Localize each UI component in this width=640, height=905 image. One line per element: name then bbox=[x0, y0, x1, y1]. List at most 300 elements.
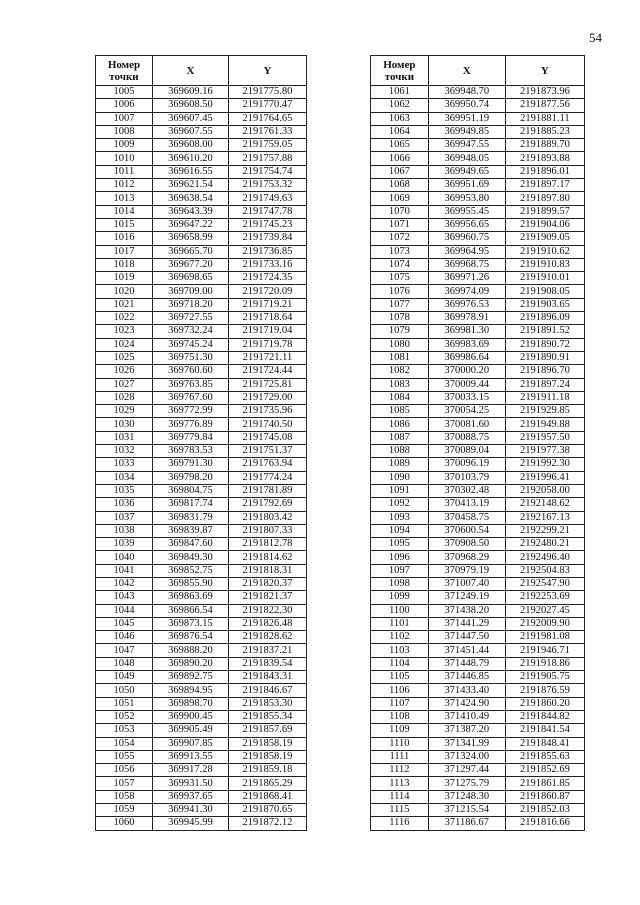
table-row bbox=[371, 192, 585, 205]
table-row bbox=[371, 617, 585, 630]
y-cell: 2191897.24 bbox=[505, 378, 584, 391]
y-cell: 2191904.06 bbox=[505, 218, 584, 231]
point-number-cell: 1020 bbox=[96, 285, 153, 298]
y-cell: 2191918.86 bbox=[505, 657, 584, 670]
x-cell: 369621.54 bbox=[152, 179, 228, 192]
y-cell: 2191747.78 bbox=[228, 205, 306, 218]
table-row bbox=[371, 338, 585, 351]
y-cell: 2192027.45 bbox=[505, 604, 584, 617]
y-cell: 2191807.33 bbox=[228, 524, 306, 537]
y-cell: 2191764.65 bbox=[228, 112, 306, 125]
point-number-cell: 1108 bbox=[371, 710, 429, 723]
point-number-cell: 1037 bbox=[96, 511, 153, 524]
x-cell: 369852.75 bbox=[152, 564, 228, 577]
table-row bbox=[371, 577, 585, 590]
point-number-cell: 1069 bbox=[371, 192, 429, 205]
table-row bbox=[371, 431, 585, 444]
x-cell: 369609.16 bbox=[152, 86, 228, 99]
x-cell: 369760.60 bbox=[152, 365, 228, 378]
table-row bbox=[96, 764, 307, 777]
y-cell: 2191812.78 bbox=[228, 538, 306, 551]
y-cell: 2191872.12 bbox=[228, 817, 306, 830]
y-cell: 2191720.09 bbox=[228, 285, 306, 298]
x-cell: 371007.40 bbox=[428, 577, 505, 590]
point-number-cell: 1047 bbox=[96, 644, 153, 657]
table-row bbox=[371, 631, 585, 644]
y-cell: 2191855.34 bbox=[228, 710, 306, 723]
table-row bbox=[96, 351, 307, 364]
table-row bbox=[371, 511, 585, 524]
point-number-cell: 1013 bbox=[96, 192, 153, 205]
x-cell: 371248.30 bbox=[428, 790, 505, 803]
point-number-cell: 1078 bbox=[371, 312, 429, 325]
x-cell: 370413.19 bbox=[428, 498, 505, 511]
point-number-cell: 1074 bbox=[371, 258, 429, 271]
y-cell: 2191837.21 bbox=[228, 644, 306, 657]
x-cell: 370000.20 bbox=[428, 365, 505, 378]
table-row bbox=[96, 724, 307, 737]
header-y: Y bbox=[228, 56, 306, 86]
point-number-cell: 1057 bbox=[96, 777, 153, 790]
x-cell: 369981.30 bbox=[428, 325, 505, 338]
header-x: X bbox=[152, 56, 228, 86]
x-cell: 369732.24 bbox=[152, 325, 228, 338]
point-number-cell: 1097 bbox=[371, 564, 429, 577]
table-row bbox=[371, 538, 585, 551]
y-cell: 2191721.11 bbox=[228, 351, 306, 364]
table-row bbox=[371, 657, 585, 670]
y-cell: 2191865.29 bbox=[228, 777, 306, 790]
x-cell: 369779.84 bbox=[152, 431, 228, 444]
table-row bbox=[96, 165, 307, 178]
y-cell: 2191781.89 bbox=[228, 484, 306, 497]
y-cell: 2191855.63 bbox=[505, 750, 584, 763]
point-number-cell: 1104 bbox=[371, 657, 429, 670]
y-cell: 2191957.50 bbox=[505, 431, 584, 444]
table-row bbox=[371, 471, 585, 484]
x-cell: 370033.15 bbox=[428, 391, 505, 404]
point-number-cell: 1014 bbox=[96, 205, 153, 218]
x-cell: 369855.90 bbox=[152, 577, 228, 590]
x-cell: 371438.20 bbox=[428, 604, 505, 617]
x-cell: 369978.91 bbox=[428, 312, 505, 325]
point-number-cell: 1113 bbox=[371, 777, 429, 790]
point-number-cell: 1040 bbox=[96, 551, 153, 564]
point-number-cell: 1109 bbox=[371, 724, 429, 737]
x-cell: 371424.90 bbox=[428, 697, 505, 710]
table-row bbox=[371, 750, 585, 763]
point-number-cell: 1107 bbox=[371, 697, 429, 710]
y-cell: 2191890.91 bbox=[505, 351, 584, 364]
table-row bbox=[96, 125, 307, 138]
point-number-cell: 1005 bbox=[96, 86, 153, 99]
table-row bbox=[96, 657, 307, 670]
y-cell: 2192496.40 bbox=[505, 551, 584, 564]
point-number-cell: 1090 bbox=[371, 471, 429, 484]
point-number-cell: 1041 bbox=[96, 564, 153, 577]
x-cell: 369849.30 bbox=[152, 551, 228, 564]
y-cell: 2191891.52 bbox=[505, 325, 584, 338]
y-cell: 2191745.08 bbox=[228, 431, 306, 444]
table-row bbox=[371, 817, 585, 830]
table-row bbox=[96, 617, 307, 630]
point-number-cell: 1008 bbox=[96, 125, 153, 138]
y-cell: 2191852.69 bbox=[505, 764, 584, 777]
x-cell: 369647.22 bbox=[152, 218, 228, 231]
table-row bbox=[371, 737, 585, 750]
table-row bbox=[96, 298, 307, 311]
y-cell: 2191753.32 bbox=[228, 179, 306, 192]
y-cell: 2191739.84 bbox=[228, 232, 306, 245]
table-row bbox=[371, 710, 585, 723]
table-row bbox=[96, 604, 307, 617]
point-number-cell: 1086 bbox=[371, 418, 429, 431]
x-cell: 369616.55 bbox=[152, 165, 228, 178]
y-cell: 2191724.35 bbox=[228, 272, 306, 285]
table-row bbox=[96, 391, 307, 404]
point-number-cell: 1102 bbox=[371, 631, 429, 644]
point-number-cell: 1067 bbox=[371, 165, 429, 178]
y-cell: 2191719.04 bbox=[228, 325, 306, 338]
x-cell: 370096.19 bbox=[428, 458, 505, 471]
table-row bbox=[96, 139, 307, 152]
x-cell: 370600.54 bbox=[428, 524, 505, 537]
y-cell: 2191839.54 bbox=[228, 657, 306, 670]
y-cell: 2191876.59 bbox=[505, 684, 584, 697]
y-cell: 2191736.85 bbox=[228, 245, 306, 258]
y-cell: 2191908.05 bbox=[505, 285, 584, 298]
point-number-cell: 1024 bbox=[96, 338, 153, 351]
point-number-cell: 1044 bbox=[96, 604, 153, 617]
table-row bbox=[371, 205, 585, 218]
header-point-line2: точки bbox=[109, 70, 139, 83]
point-number-cell: 1079 bbox=[371, 325, 429, 338]
y-cell: 2191822.30 bbox=[228, 604, 306, 617]
x-cell: 369643.39 bbox=[152, 205, 228, 218]
y-cell: 2191844.82 bbox=[505, 710, 584, 723]
point-number-cell: 1100 bbox=[371, 604, 429, 617]
coordinates-table-right bbox=[370, 55, 585, 831]
y-cell: 2191853.30 bbox=[228, 697, 306, 710]
table-row bbox=[96, 431, 307, 444]
x-cell: 369798.20 bbox=[152, 471, 228, 484]
y-cell: 2191861.85 bbox=[505, 777, 584, 790]
y-cell: 2191770.47 bbox=[228, 99, 306, 112]
x-cell: 371451.44 bbox=[428, 644, 505, 657]
table-header-row bbox=[96, 56, 307, 86]
table-row bbox=[96, 804, 307, 817]
x-cell: 369951.69 bbox=[428, 179, 505, 192]
x-cell: 369783.53 bbox=[152, 445, 228, 458]
point-number-cell: 1049 bbox=[96, 671, 153, 684]
point-number-cell: 1018 bbox=[96, 258, 153, 271]
x-cell: 369831.79 bbox=[152, 511, 228, 524]
point-number-cell: 1032 bbox=[96, 445, 153, 458]
table-row bbox=[371, 245, 585, 258]
point-number-cell: 1056 bbox=[96, 764, 153, 777]
x-cell: 369892.75 bbox=[152, 671, 228, 684]
table-row bbox=[96, 631, 307, 644]
table-row bbox=[96, 750, 307, 763]
table-row bbox=[371, 804, 585, 817]
point-number-cell: 1070 bbox=[371, 205, 429, 218]
table-row bbox=[371, 232, 585, 245]
table-row bbox=[371, 298, 585, 311]
x-cell: 370979.19 bbox=[428, 564, 505, 577]
y-cell: 2191826.48 bbox=[228, 617, 306, 630]
point-number-cell: 1060 bbox=[96, 817, 153, 830]
x-cell: 369950.74 bbox=[428, 99, 505, 112]
x-cell: 371186.67 bbox=[428, 817, 505, 830]
table-row bbox=[96, 551, 307, 564]
point-number-cell: 1064 bbox=[371, 125, 429, 138]
x-cell: 369718.20 bbox=[152, 298, 228, 311]
table-row bbox=[371, 258, 585, 271]
y-cell: 2191903.65 bbox=[505, 298, 584, 311]
point-number-cell: 1042 bbox=[96, 577, 153, 590]
point-number-cell: 1022 bbox=[96, 312, 153, 325]
point-number-cell: 1031 bbox=[96, 431, 153, 444]
point-number-cell: 1105 bbox=[371, 671, 429, 684]
y-cell: 2191735.96 bbox=[228, 405, 306, 418]
point-number-cell: 1038 bbox=[96, 524, 153, 537]
table-row bbox=[96, 338, 307, 351]
y-cell: 2192058.00 bbox=[505, 484, 584, 497]
point-number-cell: 1096 bbox=[371, 551, 429, 564]
y-cell: 2191724.44 bbox=[228, 365, 306, 378]
x-cell: 369951.19 bbox=[428, 112, 505, 125]
point-number-cell: 1006 bbox=[96, 99, 153, 112]
point-number-cell: 1110 bbox=[371, 737, 429, 750]
x-cell: 369745.24 bbox=[152, 338, 228, 351]
y-cell: 2191890.72 bbox=[505, 338, 584, 351]
point-number-cell: 1039 bbox=[96, 538, 153, 551]
point-number-cell: 1054 bbox=[96, 737, 153, 750]
point-number-cell: 1027 bbox=[96, 378, 153, 391]
x-cell: 369947.55 bbox=[428, 139, 505, 152]
x-cell: 369665.70 bbox=[152, 245, 228, 258]
x-cell: 369763.85 bbox=[152, 378, 228, 391]
table-row bbox=[371, 684, 585, 697]
y-cell: 2191868.41 bbox=[228, 790, 306, 803]
point-number-cell: 1025 bbox=[96, 351, 153, 364]
point-number-cell: 1058 bbox=[96, 790, 153, 803]
x-cell: 369907.85 bbox=[152, 737, 228, 750]
table-row bbox=[96, 684, 307, 697]
table-row bbox=[371, 218, 585, 231]
y-cell: 2191729.00 bbox=[228, 391, 306, 404]
table-row bbox=[96, 179, 307, 192]
y-cell: 2192504.83 bbox=[505, 564, 584, 577]
x-cell: 371410.49 bbox=[428, 710, 505, 723]
point-number-cell: 1066 bbox=[371, 152, 429, 165]
table-row bbox=[96, 471, 307, 484]
point-number-cell: 1026 bbox=[96, 365, 153, 378]
table-body-left bbox=[96, 86, 307, 831]
table-row bbox=[96, 365, 307, 378]
point-number-cell: 1012 bbox=[96, 179, 153, 192]
point-number-cell: 1053 bbox=[96, 724, 153, 737]
x-cell: 369677.20 bbox=[152, 258, 228, 271]
y-cell: 2191725.81 bbox=[228, 378, 306, 391]
y-cell: 2191860.20 bbox=[505, 697, 584, 710]
point-number-cell: 1029 bbox=[96, 405, 153, 418]
table-row bbox=[371, 604, 585, 617]
point-number-cell: 1061 bbox=[371, 86, 429, 99]
point-number-cell: 1083 bbox=[371, 378, 429, 391]
x-cell: 369767.60 bbox=[152, 391, 228, 404]
x-cell: 369949.85 bbox=[428, 125, 505, 138]
y-cell: 2191740.50 bbox=[228, 418, 306, 431]
point-number-cell: 1048 bbox=[96, 657, 153, 670]
y-cell: 2191754.74 bbox=[228, 165, 306, 178]
y-cell: 2191816.66 bbox=[505, 817, 584, 830]
y-cell: 2191885.23 bbox=[505, 125, 584, 138]
point-number-cell: 1087 bbox=[371, 431, 429, 444]
table-row bbox=[371, 564, 585, 577]
x-cell: 369610.20 bbox=[152, 152, 228, 165]
point-number-cell: 1089 bbox=[371, 458, 429, 471]
y-cell: 2191814.62 bbox=[228, 551, 306, 564]
y-cell: 2191757.88 bbox=[228, 152, 306, 165]
y-cell: 2191763.94 bbox=[228, 458, 306, 471]
point-number-cell: 1011 bbox=[96, 165, 153, 178]
table-header-row bbox=[371, 56, 585, 86]
point-number-cell: 1023 bbox=[96, 325, 153, 338]
y-cell: 2191877.56 bbox=[505, 99, 584, 112]
x-cell: 369791.30 bbox=[152, 458, 228, 471]
point-number-cell: 1063 bbox=[371, 112, 429, 125]
point-number-cell: 1050 bbox=[96, 684, 153, 697]
table-row bbox=[96, 285, 307, 298]
table-row bbox=[371, 524, 585, 537]
x-cell: 369948.70 bbox=[428, 86, 505, 99]
x-cell: 369983.69 bbox=[428, 338, 505, 351]
table-row bbox=[96, 697, 307, 710]
x-cell: 369974.09 bbox=[428, 285, 505, 298]
table-row bbox=[96, 312, 307, 325]
x-cell: 369949.65 bbox=[428, 165, 505, 178]
x-cell: 371447.50 bbox=[428, 631, 505, 644]
x-cell: 369905.49 bbox=[152, 724, 228, 737]
point-number-cell: 1098 bbox=[371, 577, 429, 590]
x-cell: 371324.00 bbox=[428, 750, 505, 763]
table-row bbox=[371, 458, 585, 471]
y-cell: 2191949.88 bbox=[505, 418, 584, 431]
table-row bbox=[96, 577, 307, 590]
table-row bbox=[371, 644, 585, 657]
point-number-cell: 1015 bbox=[96, 218, 153, 231]
y-cell: 2191873.96 bbox=[505, 86, 584, 99]
y-cell: 2191910.83 bbox=[505, 258, 584, 271]
x-cell: 371387.20 bbox=[428, 724, 505, 737]
x-cell: 369658.99 bbox=[152, 232, 228, 245]
table-row bbox=[96, 644, 307, 657]
y-cell: 2191858.19 bbox=[228, 750, 306, 763]
table-row bbox=[96, 205, 307, 218]
point-number-cell: 1085 bbox=[371, 405, 429, 418]
point-number-cell: 1111 bbox=[371, 750, 429, 763]
x-cell: 369804.75 bbox=[152, 484, 228, 497]
x-cell: 369917.28 bbox=[152, 764, 228, 777]
y-cell: 2191910.62 bbox=[505, 245, 584, 258]
y-cell: 2191745.23 bbox=[228, 218, 306, 231]
y-cell: 2191821.37 bbox=[228, 591, 306, 604]
x-cell: 370009.44 bbox=[428, 378, 505, 391]
table-row bbox=[96, 445, 307, 458]
point-number-cell: 1010 bbox=[96, 152, 153, 165]
table-row bbox=[96, 564, 307, 577]
point-number-cell: 1009 bbox=[96, 139, 153, 152]
y-cell: 2191899.57 bbox=[505, 205, 584, 218]
x-cell: 369900.45 bbox=[152, 710, 228, 723]
y-cell: 2191896.01 bbox=[505, 165, 584, 178]
point-number-cell: 1101 bbox=[371, 617, 429, 630]
x-cell: 369607.55 bbox=[152, 125, 228, 138]
y-cell: 2191893.88 bbox=[505, 152, 584, 165]
y-cell: 2191889.70 bbox=[505, 139, 584, 152]
y-cell: 2192547.90 bbox=[505, 577, 584, 590]
x-cell: 369873.15 bbox=[152, 617, 228, 630]
y-cell: 2191803.42 bbox=[228, 511, 306, 524]
table-row bbox=[96, 777, 307, 790]
x-cell: 369953.80 bbox=[428, 192, 505, 205]
header-x: X bbox=[428, 56, 505, 86]
x-cell: 369876.54 bbox=[152, 631, 228, 644]
x-cell: 369913.55 bbox=[152, 750, 228, 763]
y-cell: 2191759.05 bbox=[228, 139, 306, 152]
y-cell: 2191905.75 bbox=[505, 671, 584, 684]
x-cell: 369608.00 bbox=[152, 139, 228, 152]
table-row bbox=[96, 817, 307, 830]
point-number-cell: 1016 bbox=[96, 232, 153, 245]
x-cell: 369863.69 bbox=[152, 591, 228, 604]
x-cell: 370088.75 bbox=[428, 431, 505, 444]
table-row bbox=[96, 511, 307, 524]
table-row bbox=[96, 458, 307, 471]
x-cell: 369607.45 bbox=[152, 112, 228, 125]
point-number-cell: 1081 bbox=[371, 351, 429, 364]
table-row bbox=[371, 790, 585, 803]
y-cell: 2192480.21 bbox=[505, 538, 584, 551]
x-cell: 369956.65 bbox=[428, 218, 505, 231]
table-row bbox=[371, 272, 585, 285]
point-number-cell: 1033 bbox=[96, 458, 153, 471]
point-number-cell: 1021 bbox=[96, 298, 153, 311]
table-row bbox=[96, 710, 307, 723]
y-cell: 2191828.62 bbox=[228, 631, 306, 644]
table-row bbox=[371, 551, 585, 564]
y-cell: 2191859.18 bbox=[228, 764, 306, 777]
table-row bbox=[96, 258, 307, 271]
y-cell: 2191896.70 bbox=[505, 365, 584, 378]
coordinates-table-left bbox=[95, 55, 307, 831]
y-cell: 2191820.37 bbox=[228, 577, 306, 590]
point-number-cell: 1076 bbox=[371, 285, 429, 298]
y-cell: 2191946.71 bbox=[505, 644, 584, 657]
table-row bbox=[96, 498, 307, 511]
point-number-cell: 1017 bbox=[96, 245, 153, 258]
table-row bbox=[371, 484, 585, 497]
x-cell: 369727.55 bbox=[152, 312, 228, 325]
y-cell: 2191977.38 bbox=[505, 445, 584, 458]
table-row bbox=[96, 112, 307, 125]
y-cell: 2191981.08 bbox=[505, 631, 584, 644]
y-cell: 2191857.69 bbox=[228, 724, 306, 737]
x-cell: 370103.79 bbox=[428, 471, 505, 484]
table-row bbox=[371, 312, 585, 325]
table-row bbox=[96, 405, 307, 418]
